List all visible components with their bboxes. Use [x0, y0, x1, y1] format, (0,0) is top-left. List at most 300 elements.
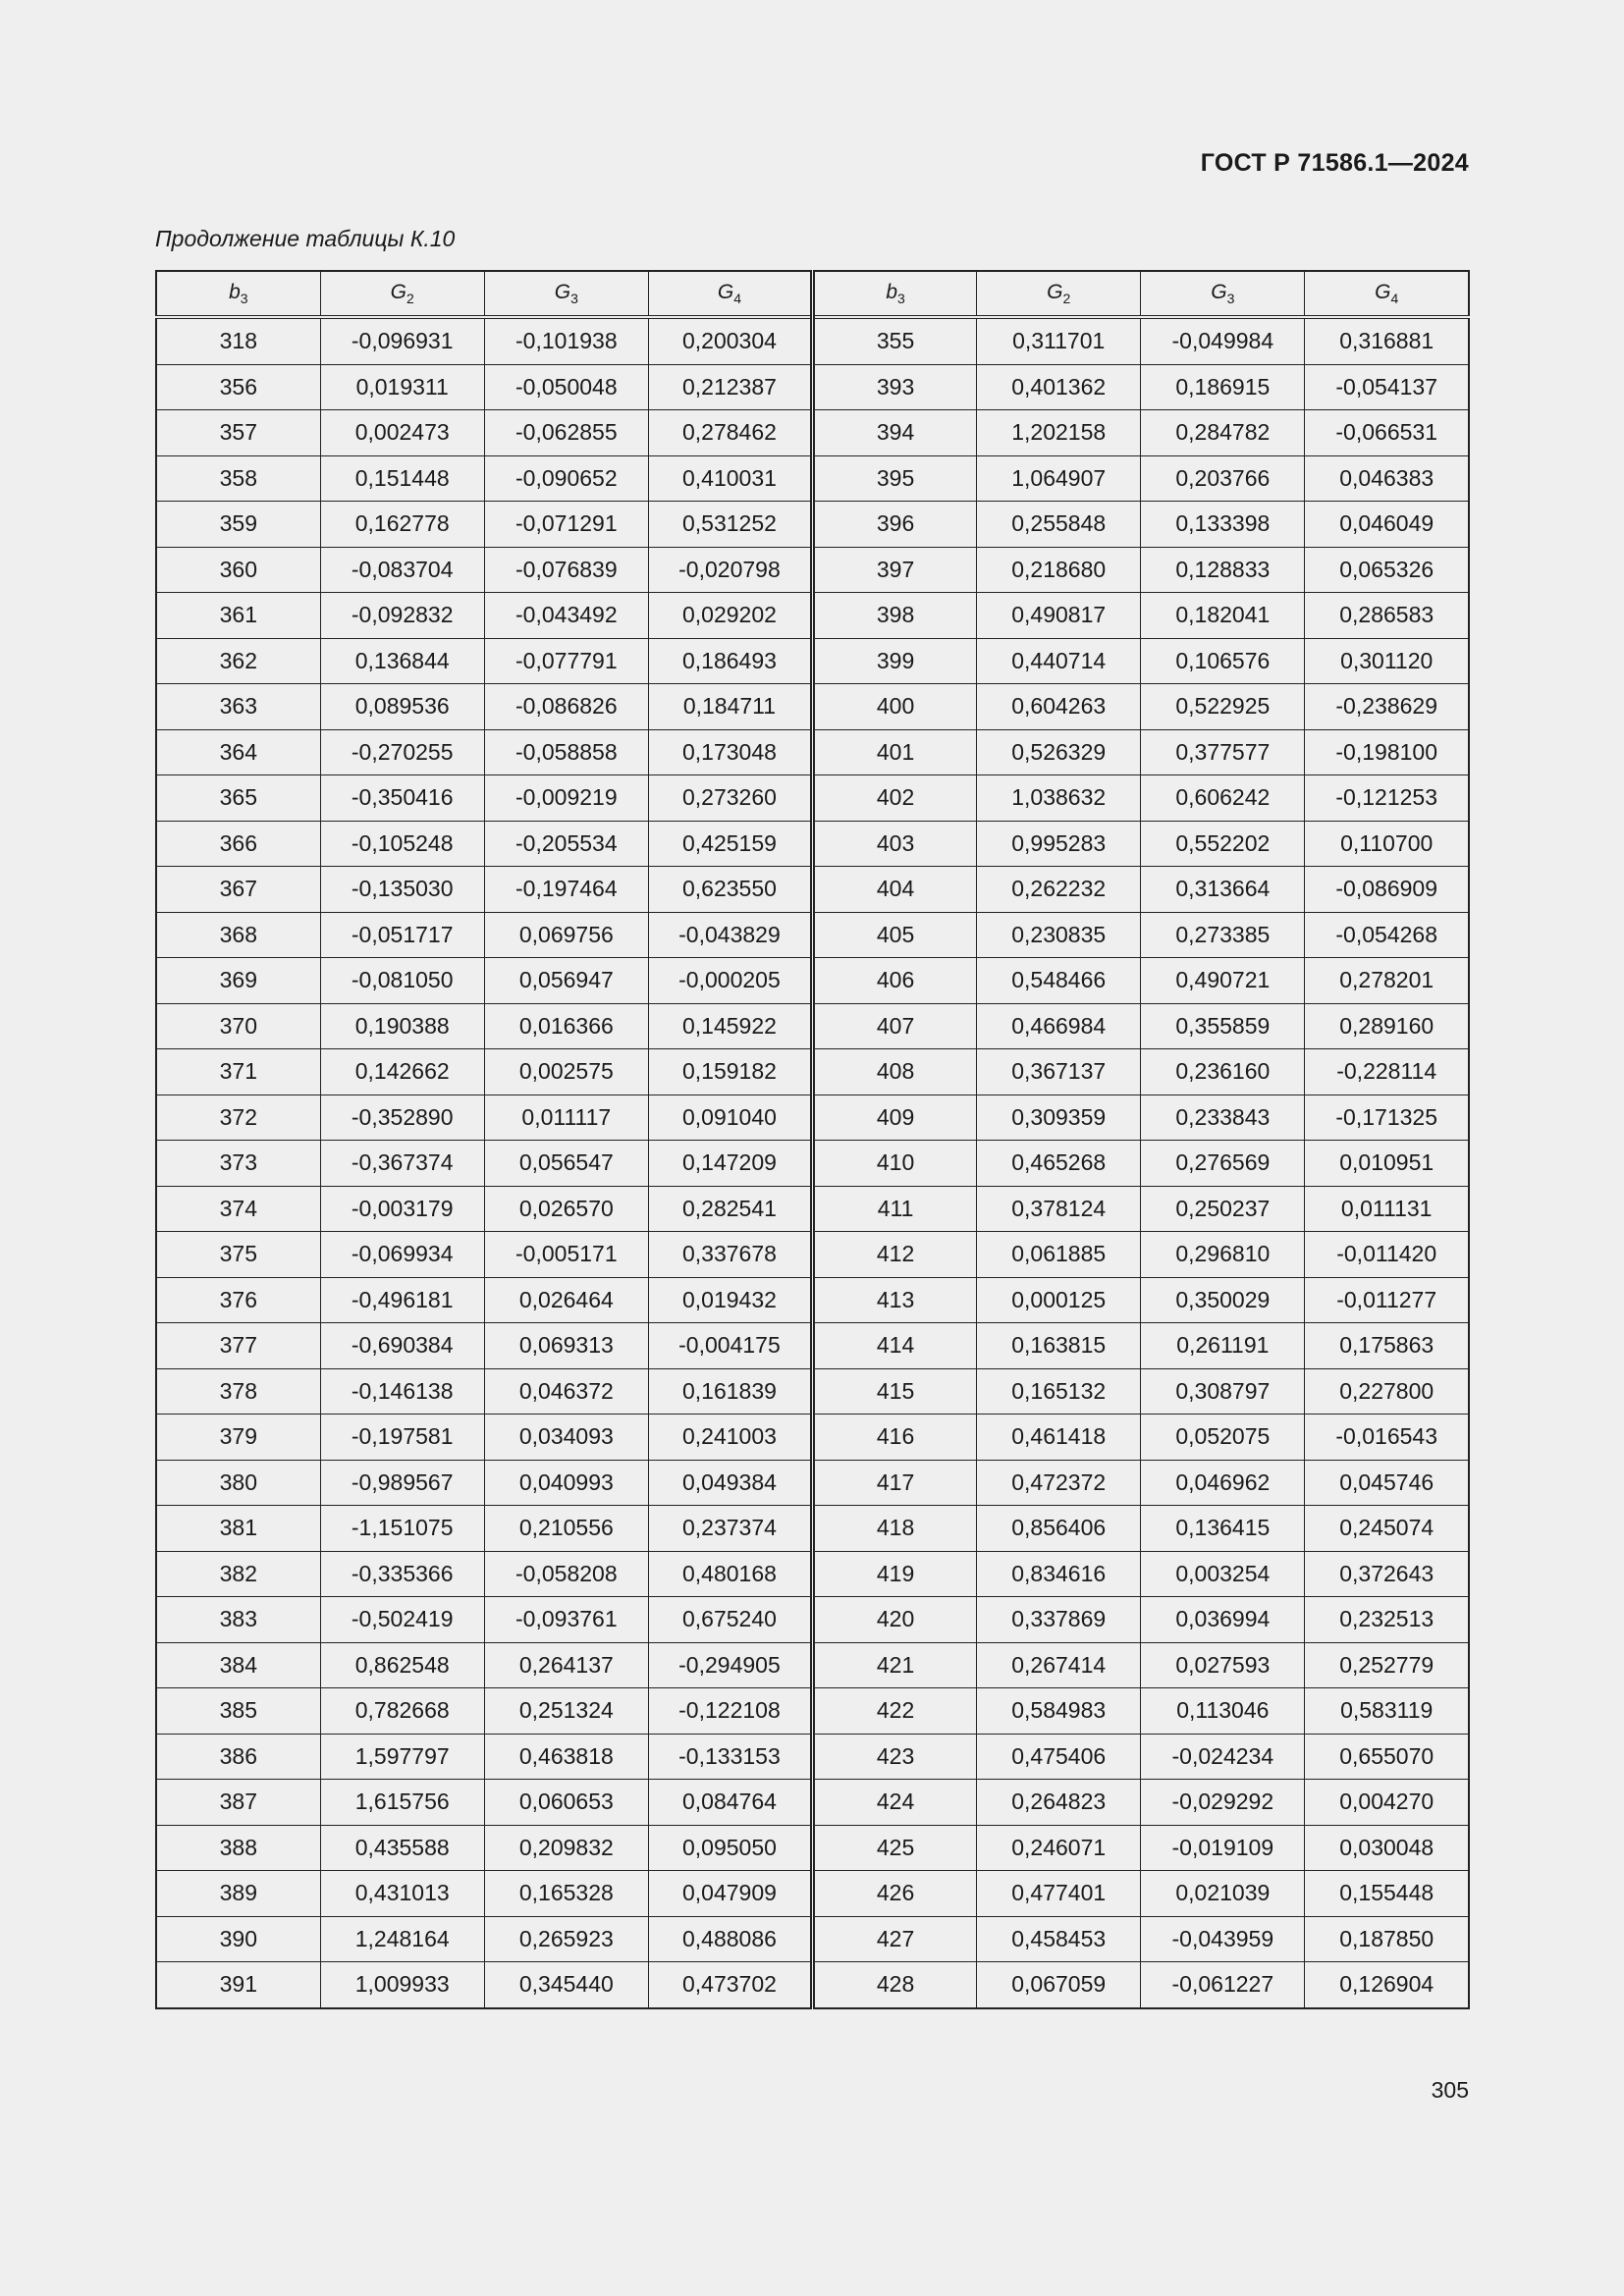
table-row: [156, 1916, 1469, 1962]
column-header-subscript: 2: [406, 291, 414, 307]
table-cell-right-g4: 0,175863: [1305, 1323, 1469, 1369]
table-cell-left-g3: -0,062855: [484, 410, 648, 456]
table-cell-left-g2: -0,069934: [320, 1232, 484, 1278]
table-row: [156, 912, 1469, 958]
table-cell-left-g4: -0,122108: [648, 1688, 812, 1735]
table-cell-right-g3: 0,036994: [1141, 1597, 1305, 1643]
table-cell-left-g3: 0,026570: [484, 1186, 648, 1232]
table-cell-left-b3: 377: [156, 1323, 320, 1369]
table-cell-left-g3: -0,205534: [484, 821, 648, 867]
table-cell-left-g4: 0,159182: [648, 1049, 812, 1095]
table-cell-left-g3: -0,005171: [484, 1232, 648, 1278]
table-cell-left-b3: 367: [156, 867, 320, 913]
table-cell-left-b3: 370: [156, 1003, 320, 1049]
table-cell-left-g2: -0,496181: [320, 1277, 484, 1323]
table-cell-right-g3: 0,313664: [1141, 867, 1305, 913]
table-cell-right-g3: 0,552202: [1141, 821, 1305, 867]
table-cell-left-g2: 0,136844: [320, 638, 484, 684]
table-cell-left-g2: 0,431013: [320, 1871, 484, 1917]
table-cell-right-g2: 1,202158: [977, 410, 1141, 456]
table-cell-right-g2: 0,061885: [977, 1232, 1141, 1278]
table-cell-right-g3: 0,276569: [1141, 1141, 1305, 1187]
table-cell-left-g4: 0,084764: [648, 1780, 812, 1826]
table-cell-left-g4: 0,241003: [648, 1415, 812, 1461]
table-cell-left-g3: 0,463818: [484, 1734, 648, 1780]
table-cell-right-g3: -0,061227: [1141, 1962, 1305, 2008]
table-cell-left-b3: 359: [156, 502, 320, 548]
table-cell-right-g3: 0,273385: [1141, 912, 1305, 958]
table-cell-left-g3: 0,264137: [484, 1642, 648, 1688]
table-cell-left-b3: 380: [156, 1460, 320, 1506]
table-cell-left-g4: 0,273260: [648, 775, 812, 822]
table-row: [156, 1003, 1469, 1049]
table-cell-right-g4: 0,301120: [1305, 638, 1469, 684]
table-row: [156, 364, 1469, 410]
table-cell-left-g3: -0,071291: [484, 502, 648, 548]
table-cell-right-g2: 0,165132: [977, 1368, 1141, 1415]
table-cell-left-b3: 362: [156, 638, 320, 684]
table-cell-left-g4: 0,410031: [648, 455, 812, 502]
table-cell-right-b3: 413: [813, 1277, 977, 1323]
table-cell-left-g2: -0,502419: [320, 1597, 484, 1643]
table-cell-left-g4: 0,186493: [648, 638, 812, 684]
column-header-left-b3: [156, 271, 320, 317]
table-cell-left-g4: 0,623550: [648, 867, 812, 913]
table-cell-left-g2: 0,862548: [320, 1642, 484, 1688]
table-cell-right-g3: 0,350029: [1141, 1277, 1305, 1323]
table-cell-right-b3: 409: [813, 1095, 977, 1141]
table-row: [156, 1597, 1469, 1643]
table-cell-left-b3: 368: [156, 912, 320, 958]
table-cell-left-g2: -0,197581: [320, 1415, 484, 1461]
table-row: [156, 1277, 1469, 1323]
table-cell-right-g2: 0,995283: [977, 821, 1141, 867]
table-cell-left-g4: 0,145922: [648, 1003, 812, 1049]
table-cell-right-b3: 411: [813, 1186, 977, 1232]
table-cell-right-b3: 400: [813, 684, 977, 730]
table-cell-right-b3: 412: [813, 1232, 977, 1278]
table-row: [156, 1460, 1469, 1506]
table-cell-right-g3: 0,233843: [1141, 1095, 1305, 1141]
table-cell-left-g3: -0,009219: [484, 775, 648, 822]
table-cell-right-g3: 0,490721: [1141, 958, 1305, 1004]
column-header-left-g3: [484, 271, 648, 317]
table-cell-right-g2: 0,246071: [977, 1825, 1141, 1871]
table-cell-right-g4: 0,316881: [1305, 317, 1469, 364]
table-cell-left-b3: 357: [156, 410, 320, 456]
table-row: [156, 1049, 1469, 1095]
table-cell-right-b3: 396: [813, 502, 977, 548]
table-cell-right-b3: 405: [813, 912, 977, 958]
table-cell-right-g4: -0,016543: [1305, 1415, 1469, 1461]
table-cell-right-g3: 0,308797: [1141, 1368, 1305, 1415]
table-cell-left-b3: 363: [156, 684, 320, 730]
table-cell-left-g3: 0,345440: [484, 1962, 648, 2008]
table-cell-right-b3: 394: [813, 410, 977, 456]
table-cell-left-g4: -0,020798: [648, 547, 812, 593]
table-cell-right-g4: -0,238629: [1305, 684, 1469, 730]
table-cell-right-g2: 0,604263: [977, 684, 1141, 730]
table-cell-left-g3: 0,040993: [484, 1460, 648, 1506]
table-cell-left-g2: 1,009933: [320, 1962, 484, 2008]
table-cell-right-b3: 419: [813, 1551, 977, 1597]
table-cell-left-g4: 0,212387: [648, 364, 812, 410]
table-cell-right-g4: 0,187850: [1305, 1916, 1469, 1962]
table-cell-left-g3: 0,002575: [484, 1049, 648, 1095]
table-cell-left-g2: -1,151075: [320, 1506, 484, 1552]
table-cell-right-g4: -0,198100: [1305, 729, 1469, 775]
table-cell-left-g4: 0,337678: [648, 1232, 812, 1278]
table-cell-right-g4: 0,278201: [1305, 958, 1469, 1004]
table-cell-right-g2: 0,490817: [977, 593, 1141, 639]
table-row: [156, 547, 1469, 593]
table-cell-right-g4: 0,004270: [1305, 1780, 1469, 1826]
table-cell-right-g4: -0,011277: [1305, 1277, 1469, 1323]
column-header-symbol: b: [886, 280, 897, 303]
table-cell-left-b3: 383: [156, 1597, 320, 1643]
table-cell-right-b3: 424: [813, 1780, 977, 1826]
table-cell-left-g3: -0,043492: [484, 593, 648, 639]
table-cell-right-g4: 0,372643: [1305, 1551, 1469, 1597]
table-cell-right-g2: 0,218680: [977, 547, 1141, 593]
table-cell-right-g4: -0,011420: [1305, 1232, 1469, 1278]
table-cell-left-g3: 0,056947: [484, 958, 648, 1004]
table-cell-left-g3: 0,265923: [484, 1916, 648, 1962]
table-cell-left-g4: 0,425159: [648, 821, 812, 867]
table-cell-right-b3: 423: [813, 1734, 977, 1780]
table-cell-right-b3: 415: [813, 1368, 977, 1415]
table-cell-left-b3: 389: [156, 1871, 320, 1917]
table-cell-right-g3: 0,261191: [1141, 1323, 1305, 1369]
table-cell-right-g3: 0,296810: [1141, 1232, 1305, 1278]
table-cell-right-g2: 0,163815: [977, 1323, 1141, 1369]
table-header: [156, 271, 1469, 317]
table-cell-left-g4: 0,531252: [648, 502, 812, 548]
table-cell-left-b3: 372: [156, 1095, 320, 1141]
column-header-symbol: G: [1211, 280, 1227, 303]
table-cell-right-g2: 0,262232: [977, 867, 1141, 913]
column-header-subscript: 4: [1390, 291, 1399, 307]
table-cell-left-b3: 375: [156, 1232, 320, 1278]
table-cell-right-g2: 0,834616: [977, 1551, 1141, 1597]
table-cell-right-g2: 0,309359: [977, 1095, 1141, 1141]
table-cell-right-g4: 0,110700: [1305, 821, 1469, 867]
document-id: ГОСТ Р 71586.1—2024: [1200, 149, 1469, 177]
table-cell-left-b3: 379: [156, 1415, 320, 1461]
table-cell-left-g4: -0,294905: [648, 1642, 812, 1688]
table-cell-right-g3: 0,113046: [1141, 1688, 1305, 1735]
table-cell-left-g2: -0,051717: [320, 912, 484, 958]
table-cell-left-g2: 1,597797: [320, 1734, 484, 1780]
table-cell-right-g2: 0,264823: [977, 1780, 1141, 1826]
table-cell-left-g4: 0,184711: [648, 684, 812, 730]
table-row: [156, 1141, 1469, 1187]
table-cell-left-g2: 0,151448: [320, 455, 484, 502]
table-cell-left-g2: 0,435588: [320, 1825, 484, 1871]
table-cell-right-g4: 0,232513: [1305, 1597, 1469, 1643]
table-cell-right-g2: 0,856406: [977, 1506, 1141, 1552]
table-cell-left-g3: 0,165328: [484, 1871, 648, 1917]
table-row: [156, 867, 1469, 913]
table-cell-left-g4: 0,161839: [648, 1368, 812, 1415]
table-cell-right-g4: 0,010951: [1305, 1141, 1469, 1187]
table-cell-left-g4: 0,675240: [648, 1597, 812, 1643]
table-cell-right-g2: 1,038632: [977, 775, 1141, 822]
table-cell-right-g3: 0,003254: [1141, 1551, 1305, 1597]
table-cell-left-g2: -0,270255: [320, 729, 484, 775]
column-header-symbol: G: [1047, 280, 1063, 303]
table-cell-right-g2: 0,440714: [977, 638, 1141, 684]
table-cell-left-g3: 0,034093: [484, 1415, 648, 1461]
table-cell-right-g2: 0,230835: [977, 912, 1141, 958]
table-cell-right-g2: 0,311701: [977, 317, 1141, 364]
table-cell-left-g4: 0,200304: [648, 317, 812, 364]
table-cell-left-g2: -0,146138: [320, 1368, 484, 1415]
table-cell-right-b3: 398: [813, 593, 977, 639]
table-row: [156, 1506, 1469, 1552]
table-cell-left-g3: 0,046372: [484, 1368, 648, 1415]
table-cell-right-g4: 0,227800: [1305, 1368, 1469, 1415]
table-cell-left-g3: -0,058858: [484, 729, 648, 775]
table-cell-right-g3: 0,186915: [1141, 364, 1305, 410]
table-cell-right-g3: 0,522925: [1141, 684, 1305, 730]
table-cell-right-b3: 422: [813, 1688, 977, 1735]
table-cell-left-b3: 390: [156, 1916, 320, 1962]
table-cell-right-g2: 0,584983: [977, 1688, 1141, 1735]
table-cell-left-b3: 378: [156, 1368, 320, 1415]
table-row: [156, 317, 1469, 364]
table-row: [156, 958, 1469, 1004]
table-cell-left-b3: 386: [156, 1734, 320, 1780]
column-header-subscript: 4: [733, 291, 741, 307]
table-cell-left-b3: 366: [156, 821, 320, 867]
table-cell-right-g2: 0,461418: [977, 1415, 1141, 1461]
table-cell-right-g4: 0,046383: [1305, 455, 1469, 502]
table-cell-left-g2: 0,002473: [320, 410, 484, 456]
table-body: [156, 317, 1469, 2008]
table-cell-left-g2: 0,142662: [320, 1049, 484, 1095]
column-header-left-g4: [648, 271, 812, 317]
table-caption: Продолжение таблицы К.10: [155, 226, 456, 251]
table-cell-left-g3: 0,026464: [484, 1277, 648, 1323]
table-cell-right-g3: 0,377577: [1141, 729, 1305, 775]
column-header-right-g2: [977, 271, 1141, 317]
table-cell-right-g4: -0,171325: [1305, 1095, 1469, 1141]
table-cell-left-g4: 0,473702: [648, 1962, 812, 2008]
table-cell-left-b3: 360: [156, 547, 320, 593]
table-cell-right-g3: 0,203766: [1141, 455, 1305, 502]
table-cell-left-b3: 387: [156, 1780, 320, 1826]
table-cell-right-g4: 0,045746: [1305, 1460, 1469, 1506]
column-header-symbol: b: [229, 280, 241, 303]
table-cell-right-g4: -0,228114: [1305, 1049, 1469, 1095]
table-cell-left-g2: 0,190388: [320, 1003, 484, 1049]
table-cell-right-g3: 0,027593: [1141, 1642, 1305, 1688]
table-cell-right-g3: 0,355859: [1141, 1003, 1305, 1049]
column-header-symbol: G: [554, 280, 571, 303]
table-cell-right-g3: 0,106576: [1141, 638, 1305, 684]
table-cell-right-b3: 407: [813, 1003, 977, 1049]
table-cell-right-g3: 0,046962: [1141, 1460, 1305, 1506]
table-cell-left-g4: -0,043829: [648, 912, 812, 958]
table-row: [156, 1642, 1469, 1688]
table-cell-left-g4: 0,278462: [648, 410, 812, 456]
table-cell-right-g2: 0,548466: [977, 958, 1141, 1004]
table-cell-right-g2: 0,466984: [977, 1003, 1141, 1049]
table-cell-right-g3: 0,128833: [1141, 547, 1305, 593]
table-cell-left-g3: -0,077791: [484, 638, 648, 684]
table-row: [156, 1232, 1469, 1278]
table-cell-left-g3: -0,197464: [484, 867, 648, 913]
table-cell-right-g2: 0,255848: [977, 502, 1141, 548]
table-cell-right-g4: 0,065326: [1305, 547, 1469, 593]
table-row: [156, 775, 1469, 822]
table-cell-left-g2: -0,081050: [320, 958, 484, 1004]
table-cell-left-b3: 373: [156, 1141, 320, 1187]
table-cell-left-g3: -0,090652: [484, 455, 648, 502]
table-cell-left-g3: 0,056547: [484, 1141, 648, 1187]
table-cell-left-b3: 374: [156, 1186, 320, 1232]
table-cell-left-g4: 0,029202: [648, 593, 812, 639]
table-row: [156, 1095, 1469, 1141]
table-cell-right-b3: 426: [813, 1871, 977, 1917]
table-cell-left-g2: -0,352890: [320, 1095, 484, 1141]
table-cell-right-b3: 399: [813, 638, 977, 684]
table-cell-left-g2: 0,782668: [320, 1688, 484, 1735]
table-cell-right-g2: 0,067059: [977, 1962, 1141, 2008]
table-cell-left-g2: -0,367374: [320, 1141, 484, 1187]
table-cell-right-g4: -0,054268: [1305, 912, 1469, 958]
table-cell-left-g4: -0,004175: [648, 1323, 812, 1369]
table-row: [156, 1688, 1469, 1735]
table-cell-right-g4: 0,155448: [1305, 1871, 1469, 1917]
table-cell-left-g3: 0,011117: [484, 1095, 648, 1141]
table-cell-right-g4: 0,011131: [1305, 1186, 1469, 1232]
table-cell-right-g4: 0,286583: [1305, 593, 1469, 639]
table-cell-right-g4: 0,126904: [1305, 1962, 1469, 2008]
table-row: [156, 1186, 1469, 1232]
column-header-subscript: 3: [570, 291, 578, 307]
table-cell-right-g3: -0,019109: [1141, 1825, 1305, 1871]
table-cell-left-g2: -0,335366: [320, 1551, 484, 1597]
table-cell-right-g4: 0,030048: [1305, 1825, 1469, 1871]
table-cell-left-g4: 0,237374: [648, 1506, 812, 1552]
table-cell-left-b3: 369: [156, 958, 320, 1004]
table-cell-left-b3: 391: [156, 1962, 320, 2008]
table-cell-right-b3: 418: [813, 1506, 977, 1552]
column-header-left-g2: [320, 271, 484, 317]
table-cell-left-g4: 0,019432: [648, 1277, 812, 1323]
table-cell-left-b3: 361: [156, 593, 320, 639]
table-cell-right-b3: 397: [813, 547, 977, 593]
table-cell-left-g4: 0,480168: [648, 1551, 812, 1597]
table-cell-right-g2: 0,465268: [977, 1141, 1141, 1187]
table-cell-right-b3: 414: [813, 1323, 977, 1369]
table-row: [156, 729, 1469, 775]
table-cell-right-g4: -0,066531: [1305, 410, 1469, 456]
column-header-symbol: G: [1375, 280, 1391, 303]
column-header-subscript: 3: [1226, 291, 1235, 307]
table-cell-right-g2: 0,378124: [977, 1186, 1141, 1232]
table-row: [156, 593, 1469, 639]
table-cell-left-g4: -0,000205: [648, 958, 812, 1004]
table-cell-right-g3: 0,133398: [1141, 502, 1305, 548]
table-cell-left-g4: 0,173048: [648, 729, 812, 775]
table-cell-left-g3: 0,060653: [484, 1780, 648, 1826]
table-cell-left-g3: -0,050048: [484, 364, 648, 410]
table-cell-right-g4: -0,086909: [1305, 867, 1469, 913]
table-row: [156, 502, 1469, 548]
table-cell-right-b3: 416: [813, 1415, 977, 1461]
table-cell-right-b3: 403: [813, 821, 977, 867]
table-cell-right-g2: 0,267414: [977, 1642, 1141, 1688]
table-cell-right-b3: 420: [813, 1597, 977, 1643]
table-cell-right-b3: 402: [813, 775, 977, 822]
table-row: [156, 1780, 1469, 1826]
table-cell-right-b3: 404: [813, 867, 977, 913]
table-cell-right-b3: 393: [813, 364, 977, 410]
table-cell-right-g3: 0,182041: [1141, 593, 1305, 639]
table-cell-left-g3: -0,101938: [484, 317, 648, 364]
table-cell-right-g4: 0,655070: [1305, 1734, 1469, 1780]
table-cell-left-b3: 365: [156, 775, 320, 822]
page-number: 305: [1431, 2077, 1469, 2103]
table-cell-left-b3: 356: [156, 364, 320, 410]
column-header-symbol: G: [390, 280, 406, 303]
column-header-subscript: 3: [897, 291, 905, 307]
table-cell-left-g2: -0,083704: [320, 547, 484, 593]
table-row: [156, 1551, 1469, 1597]
table-cell-right-b3: 355: [813, 317, 977, 364]
table-cell-left-b3: 376: [156, 1277, 320, 1323]
table-cell-right-g3: -0,029292: [1141, 1780, 1305, 1826]
column-header-right-g3: [1141, 271, 1305, 317]
table-cell-left-b3: 381: [156, 1506, 320, 1552]
table-cell-right-g3: 0,136415: [1141, 1506, 1305, 1552]
table-cell-left-g3: -0,058208: [484, 1551, 648, 1597]
coefficients-table: [155, 270, 1470, 2009]
table-cell-left-g2: -0,135030: [320, 867, 484, 913]
table-cell-left-g3: 0,210556: [484, 1506, 648, 1552]
table-cell-left-g2: -0,690384: [320, 1323, 484, 1369]
table-cell-left-g3: -0,086826: [484, 684, 648, 730]
table-cell-left-g4: -0,133153: [648, 1734, 812, 1780]
table-cell-right-g2: 0,367137: [977, 1049, 1141, 1095]
column-header-subscript: 3: [240, 291, 248, 307]
column-header-right-b3: [813, 271, 977, 317]
table-cell-right-g2: 0,477401: [977, 1871, 1141, 1917]
table-cell-right-b3: 425: [813, 1825, 977, 1871]
table-cell-left-g3: 0,251324: [484, 1688, 648, 1735]
table-cell-right-b3: 410: [813, 1141, 977, 1187]
table-cell-left-g4: 0,049384: [648, 1460, 812, 1506]
table-cell-right-g3: 0,052075: [1141, 1415, 1305, 1461]
table-cell-right-b3: 406: [813, 958, 977, 1004]
table-row: [156, 1415, 1469, 1461]
table-cell-right-g3: 0,284782: [1141, 410, 1305, 456]
table-cell-right-g3: -0,049984: [1141, 317, 1305, 364]
table-cell-right-g4: 0,289160: [1305, 1003, 1469, 1049]
table-row: [156, 410, 1469, 456]
table-cell-right-g3: 0,021039: [1141, 1871, 1305, 1917]
table-cell-right-g2: 1,064907: [977, 455, 1141, 502]
table-cell-right-b3: 408: [813, 1049, 977, 1095]
table-row: [156, 821, 1469, 867]
table-cell-right-g2: 0,472372: [977, 1460, 1141, 1506]
table-cell-right-g2: 0,337869: [977, 1597, 1141, 1643]
table-row: [156, 684, 1469, 730]
column-header-symbol: G: [717, 280, 734, 303]
